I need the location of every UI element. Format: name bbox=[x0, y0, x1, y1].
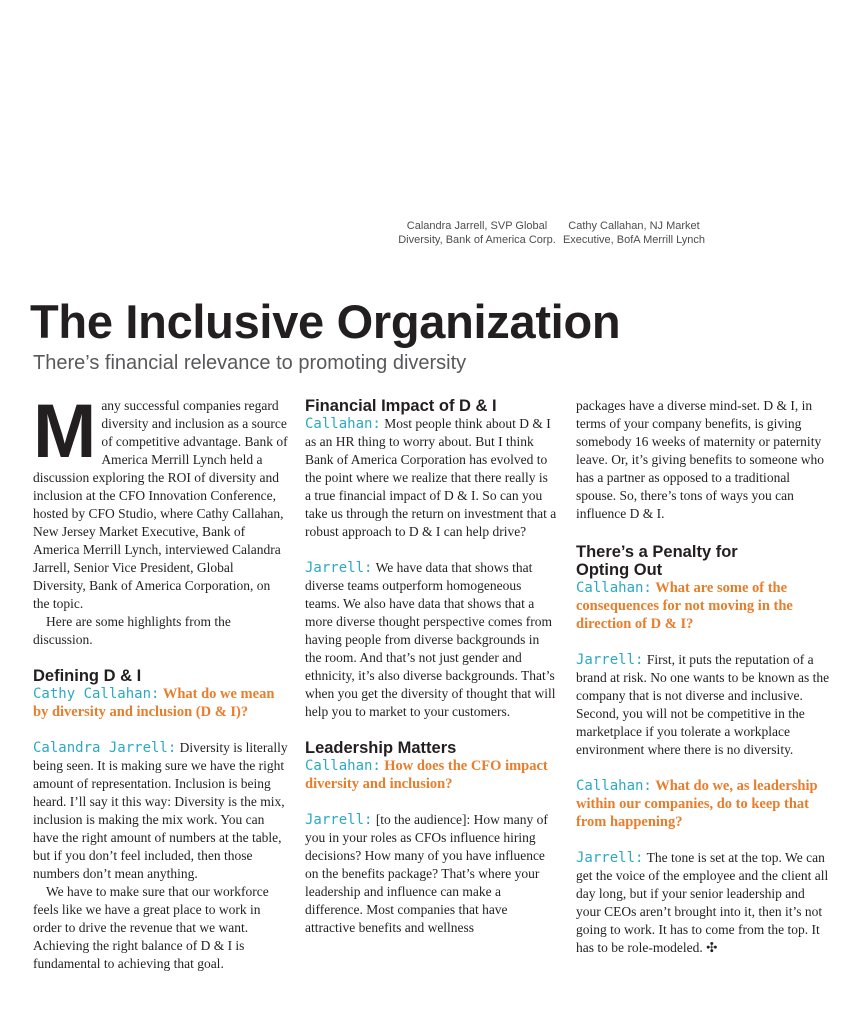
heading-penalty: There’s a Penalty for Opting Out bbox=[576, 543, 738, 579]
answer-4: Jarrell: First, it puts the reputation of a brand at risk. No one wants to be known as the company that is not diverse and inclusive. Second, you will not be competitive in the marketplace if you tolerate a workplace environment where there is no diversity. bbox=[576, 652, 830, 757]
column-2 bbox=[305, 397, 557, 937]
article-subtitle: There’s financial relevance to promoting diversity bbox=[33, 352, 467, 374]
answer-2: Jarrell: We have data that shows that diverse teams outperform homogeneous teams. We also have data that shows that a more diverse thought perspective comes from having people from diverse backgrounds in the room. And that’s not just gender and ethnicity, it’s also diverse backgrounds. That’s when you get the diversity of thought that will help you to market to your customers. bbox=[305, 560, 556, 719]
end-mark-icon: ✣ bbox=[706, 940, 718, 955]
question-4: Callahan: What are some of the consequences for not moving in the direction of D & I? bbox=[576, 580, 793, 632]
heading-financial-impact: Financial Impact of D & I bbox=[305, 397, 497, 415]
photo-caption-jarrell: Calandra Jarrell, SVP Global Diversity, Bank of America Corp. bbox=[398, 220, 556, 246]
question-3: Callahan: How does the CFO impact diversity and inclusion? bbox=[305, 758, 548, 792]
question-5: Callahan: What do we, as leadership within our companies, do to keep that from happening? bbox=[576, 778, 818, 830]
section-tag: ACHIEVING BALANCE bbox=[81, 37, 272, 56]
photo-caption-callahan: Cathy Callahan, NJ Market Executive, BofA Merrill Lynch bbox=[562, 220, 706, 246]
answer-5: Jarrell: The tone is set at the top. We can get the voice of the employee and the client all day long, but if your senior leadership and your CEOs aren’t brought into it, then it’s not going to work. It has to come from the top. It has to be role-modeled. ✣ bbox=[576, 850, 829, 955]
heading-leadership: Leadership Matters bbox=[305, 739, 457, 757]
column-1 bbox=[33, 389, 288, 973]
intro-paragraph-2: Here are some highlights from the discussion. bbox=[33, 614, 231, 647]
intro-paragraph: Many successful companies regard diversity and inclusion as a source of competitive advantage. Bank of America Merrill Lynch held a discussion exploring the ROI of diversity and inclusion at the CFO Innovation Conference, hosted by CFO Studio, where Cathy Callahan, New Jersey Market Executive, Bank of America Merrill Lynch, interviewed Calandra Jarrell, Senior Vice President, Global Diversity, Bank of America Corporation, on the topic. bbox=[33, 389, 288, 611]
answer-1-continued: We have to make sure that our workforce feels like we have a great place to work in order to drive the revenue that we want. Achieving the right balance of D & I is fundamental to achieving that goal. bbox=[33, 884, 269, 971]
column-3 bbox=[576, 397, 832, 957]
answer-3: Jarrell: [to the audience]: How many of you in your roles as CFOs influence hiring decisions? How many of you have influence on the benefits package? That’s where your leadership and influence can make a difference. Most companies that have attractive benefits and wellness bbox=[305, 812, 548, 935]
heading-defining: Defining D & I bbox=[33, 667, 142, 685]
drop-cap: M bbox=[33, 389, 97, 474]
question-1: Cathy Callahan: What do we mean by diversity and inclusion (D & I)? bbox=[33, 686, 275, 720]
article-title: The Inclusive Organization bbox=[30, 295, 621, 348]
answer-3-continued: packages have a diverse mind-set. D & I, in terms of your company benefits, is giving somebody 16 weeks of maternity or paternity leave. Or, it’s giving benefits to someone who has a partner as opposed to a traditional spouse. So, there’s tons of ways you can influence D & I. bbox=[576, 398, 825, 521]
answer-1: Calandra Jarrell: Diversity is literally being seen. It is making sure we have the right amount of representation. Inclusion is being heard. I’ll say it this way: Diversity is the mix, inclusion is making the mix work. You can have the right amount of numbers at the table, but if you don’t feel included, then those numbers don’t mean anything. bbox=[33, 740, 288, 881]
question-2: Callahan: Most people think about D & I as an HR thing to worry about. But I think Bank of America Corporation has evolved to the point where we realize that there really is a true financial impact of D & I. So can you take us through the return on investment that a robust approach to D & I can help drive? bbox=[305, 416, 557, 539]
